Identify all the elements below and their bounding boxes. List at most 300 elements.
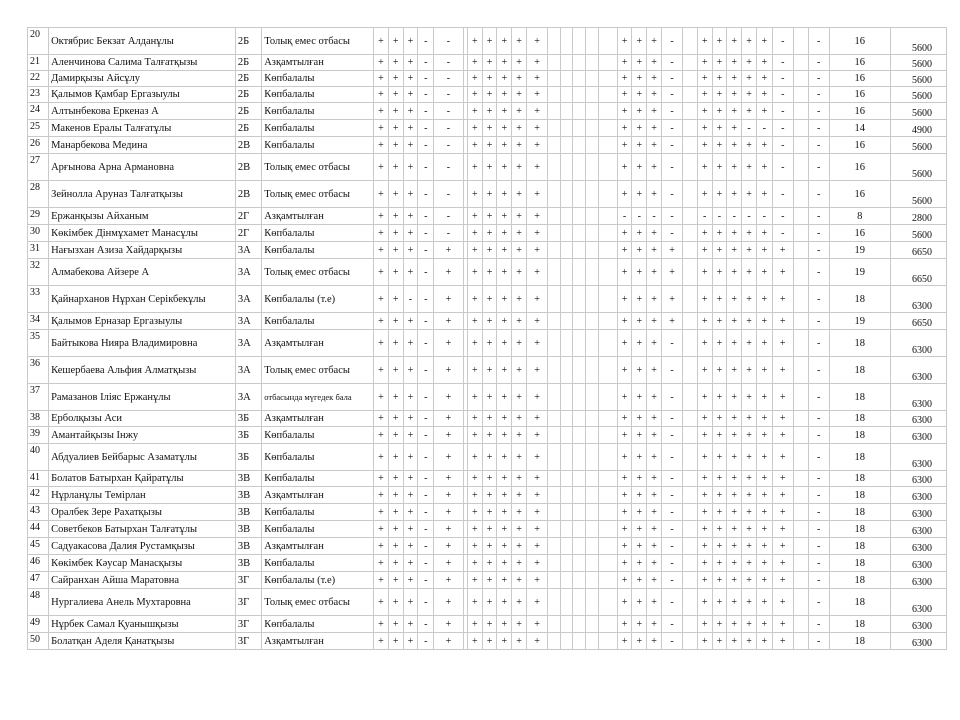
- category-cell: Көпбалалы: [262, 137, 374, 154]
- class-cell: 3Б: [235, 444, 261, 471]
- mark-cell: +: [712, 411, 727, 427]
- mark-cell: +: [388, 154, 403, 181]
- mark-cell: +: [467, 357, 482, 384]
- mark-cell: -: [418, 154, 434, 181]
- mark-cell: -: [808, 28, 829, 55]
- mark-cell: +: [756, 589, 772, 616]
- mark-cell: [598, 411, 617, 427]
- mark-cell: +: [697, 120, 712, 137]
- mark-cell: +: [512, 137, 527, 154]
- student-name: Ерболқызы Аси: [49, 411, 236, 427]
- mark-cell: [793, 521, 808, 538]
- mark-cell: -: [418, 384, 434, 411]
- mark-cell: [548, 330, 561, 357]
- mark-cell: -: [697, 208, 712, 225]
- mark-cell: [683, 313, 698, 330]
- table-row: [28, 313, 947, 330]
- total-cell: 16: [829, 87, 890, 103]
- mark-cell: +: [526, 259, 547, 286]
- mark-cell: -: [808, 538, 829, 555]
- mark-cell: +: [497, 589, 512, 616]
- student-name: Болатов Батырхан Қайратұлы: [49, 471, 236, 487]
- mark-cell: [598, 242, 617, 259]
- mark-cell: +: [727, 616, 742, 633]
- mark-cell: +: [434, 487, 464, 504]
- mark-cell: +: [434, 504, 464, 521]
- mark-cell: +: [617, 103, 632, 120]
- mark-cell: +: [772, 313, 793, 330]
- mark-cell: -: [434, 103, 464, 120]
- class-cell: 3В: [235, 504, 261, 521]
- mark-cell: +: [482, 633, 497, 650]
- row-number: 35: [28, 330, 49, 357]
- mark-cell: +: [467, 384, 482, 411]
- mark-cell: +: [647, 555, 662, 572]
- mark-cell: +: [756, 471, 772, 487]
- mark-cell: +: [403, 208, 418, 225]
- mark-cell: [560, 357, 573, 384]
- row-number: 30: [28, 225, 49, 242]
- mark-cell: -: [647, 208, 662, 225]
- mark-cell: -: [808, 572, 829, 589]
- mark-cell: +: [482, 427, 497, 444]
- mark-cell: +: [497, 120, 512, 137]
- mark-cell: +: [756, 71, 772, 87]
- mark-cell: [793, 427, 808, 444]
- mark-cell: +: [756, 28, 772, 55]
- mark-cell: [548, 71, 561, 87]
- mark-cell: [548, 521, 561, 538]
- mark-cell: +: [526, 504, 547, 521]
- mark-cell: [560, 242, 573, 259]
- mark-cell: -: [418, 427, 434, 444]
- mark-cell: +: [512, 521, 527, 538]
- mark-cell: [573, 504, 586, 521]
- mark-cell: +: [388, 521, 403, 538]
- mark-cell: -: [418, 444, 434, 471]
- total-cell: 18: [829, 384, 890, 411]
- row-number: 34: [28, 313, 49, 330]
- mark-cell: +: [772, 555, 793, 572]
- mark-cell: +: [512, 71, 527, 87]
- class-cell: 3Г: [235, 616, 261, 633]
- mark-cell: +: [512, 504, 527, 521]
- mark-cell: -: [434, 55, 464, 71]
- mark-cell: [573, 521, 586, 538]
- mark-cell: +: [388, 259, 403, 286]
- mark-cell: +: [632, 444, 647, 471]
- table-row: [28, 103, 947, 120]
- mark-cell: +: [712, 330, 727, 357]
- row-number: 33: [28, 286, 49, 313]
- mark-cell: [573, 384, 586, 411]
- mark-cell: +: [512, 154, 527, 181]
- mark-cell: -: [808, 330, 829, 357]
- mark-cell: [598, 120, 617, 137]
- mark-cell: [598, 181, 617, 208]
- mark-cell: +: [727, 55, 742, 71]
- mark-cell: +: [756, 87, 772, 103]
- mark-cell: [560, 633, 573, 650]
- mark-cell: -: [418, 71, 434, 87]
- mark-cell: +: [497, 616, 512, 633]
- mark-cell: [573, 208, 586, 225]
- mark-cell: +: [403, 28, 418, 55]
- mark-cell: -: [808, 313, 829, 330]
- mark-cell: [683, 589, 698, 616]
- mark-cell: -: [661, 487, 682, 504]
- table-row: [28, 487, 947, 504]
- mark-cell: [548, 181, 561, 208]
- mark-cell: [548, 259, 561, 286]
- mark-cell: -: [808, 87, 829, 103]
- mark-cell: +: [526, 633, 547, 650]
- mark-cell: +: [712, 633, 727, 650]
- mark-cell: [586, 572, 599, 589]
- mark-cell: +: [756, 357, 772, 384]
- category-cell: Көпбалалы (т.е): [262, 572, 374, 589]
- mark-cell: +: [497, 555, 512, 572]
- mark-cell: +: [617, 225, 632, 242]
- mark-cell: -: [434, 87, 464, 103]
- mark-cell: [793, 55, 808, 71]
- mark-cell: -: [434, 120, 464, 137]
- amount-cell: 5600: [890, 28, 946, 55]
- amount-cell: 6300: [890, 286, 946, 313]
- mark-cell: +: [632, 555, 647, 572]
- mark-cell: +: [697, 71, 712, 87]
- mark-cell: +: [403, 616, 418, 633]
- mark-cell: +: [374, 242, 389, 259]
- mark-cell: +: [512, 471, 527, 487]
- mark-cell: -: [712, 208, 727, 225]
- mark-cell: +: [772, 487, 793, 504]
- mark-cell: [560, 384, 573, 411]
- mark-cell: -: [661, 572, 682, 589]
- mark-cell: +: [403, 384, 418, 411]
- mark-cell: +: [403, 313, 418, 330]
- mark-cell: +: [467, 487, 482, 504]
- mark-cell: +: [647, 120, 662, 137]
- mark-cell: +: [742, 286, 757, 313]
- mark-cell: +: [647, 313, 662, 330]
- mark-cell: +: [632, 103, 647, 120]
- mark-cell: -: [418, 137, 434, 154]
- mark-cell: +: [388, 633, 403, 650]
- mark-cell: +: [727, 504, 742, 521]
- mark-cell: +: [374, 208, 389, 225]
- mark-cell: +: [434, 471, 464, 487]
- mark-cell: +: [632, 55, 647, 71]
- mark-cell: +: [712, 487, 727, 504]
- amount-cell: 5600: [890, 154, 946, 181]
- mark-cell: [560, 137, 573, 154]
- mark-cell: +: [727, 87, 742, 103]
- category-cell: Азқамтылған: [262, 487, 374, 504]
- mark-cell: +: [467, 71, 482, 87]
- mark-cell: -: [661, 427, 682, 444]
- mark-cell: [548, 444, 561, 471]
- mark-cell: +: [742, 504, 757, 521]
- mark-cell: [598, 487, 617, 504]
- mark-cell: -: [418, 471, 434, 487]
- mark-cell: +: [497, 225, 512, 242]
- row-number: 38: [28, 411, 49, 427]
- mark-cell: +: [617, 589, 632, 616]
- mark-cell: +: [632, 330, 647, 357]
- mark-cell: [560, 427, 573, 444]
- student-name: Нұрбек Самал Қуанышқызы: [49, 616, 236, 633]
- mark-cell: [598, 504, 617, 521]
- mark-cell: +: [374, 87, 389, 103]
- mark-cell: [560, 521, 573, 538]
- mark-cell: +: [712, 225, 727, 242]
- mark-cell: +: [647, 330, 662, 357]
- mark-cell: +: [772, 242, 793, 259]
- table-row: [28, 259, 947, 286]
- mark-cell: [573, 330, 586, 357]
- category-cell: Көпбалалы: [262, 471, 374, 487]
- mark-cell: [793, 28, 808, 55]
- mark-cell: +: [617, 471, 632, 487]
- mark-cell: [793, 103, 808, 120]
- mark-cell: [548, 616, 561, 633]
- total-cell: 19: [829, 242, 890, 259]
- mark-cell: [683, 471, 698, 487]
- mark-cell: +: [374, 427, 389, 444]
- student-name: Алтынбекова Еркеназ А: [49, 103, 236, 120]
- mark-cell: +: [712, 87, 727, 103]
- row-number: 43: [28, 504, 49, 521]
- mark-cell: +: [712, 286, 727, 313]
- mark-cell: -: [661, 55, 682, 71]
- mark-cell: +: [712, 572, 727, 589]
- mark-cell: +: [661, 259, 682, 286]
- mark-cell: [793, 313, 808, 330]
- mark-cell: -: [418, 572, 434, 589]
- amount-cell: 6300: [890, 538, 946, 555]
- row-number: 48: [28, 589, 49, 616]
- mark-cell: +: [772, 330, 793, 357]
- category-cell: Азқамтылған: [262, 208, 374, 225]
- mark-cell: [793, 555, 808, 572]
- mark-cell: [573, 28, 586, 55]
- amount-cell: 6300: [890, 444, 946, 471]
- mark-cell: +: [526, 411, 547, 427]
- mark-cell: -: [418, 28, 434, 55]
- mark-cell: +: [632, 572, 647, 589]
- mark-cell: +: [374, 259, 389, 286]
- mark-cell: +: [526, 208, 547, 225]
- mark-cell: +: [497, 208, 512, 225]
- mark-cell: -: [418, 521, 434, 538]
- mark-cell: +: [512, 572, 527, 589]
- mark-cell: [586, 616, 599, 633]
- row-number: 23: [28, 87, 49, 103]
- mark-cell: [548, 504, 561, 521]
- student-name: Нұрланұлы Темірлан: [49, 487, 236, 504]
- mark-cell: +: [727, 242, 742, 259]
- mark-cell: +: [647, 154, 662, 181]
- mark-cell: +: [727, 538, 742, 555]
- mark-cell: [793, 242, 808, 259]
- mark-cell: [683, 555, 698, 572]
- amount-cell: 6300: [890, 330, 946, 357]
- mark-cell: [598, 208, 617, 225]
- mark-cell: [560, 103, 573, 120]
- category-cell: Азқамтылған: [262, 55, 374, 71]
- mark-cell: +: [617, 616, 632, 633]
- mark-cell: [793, 71, 808, 87]
- mark-cell: [548, 103, 561, 120]
- mark-cell: +: [388, 137, 403, 154]
- mark-cell: +: [482, 444, 497, 471]
- mark-cell: +: [647, 538, 662, 555]
- mark-cell: +: [742, 633, 757, 650]
- class-cell: 2Б: [235, 120, 261, 137]
- mark-cell: -: [742, 208, 757, 225]
- mark-cell: -: [661, 137, 682, 154]
- table-row: [28, 120, 947, 137]
- mark-cell: +: [742, 87, 757, 103]
- mark-cell: +: [497, 357, 512, 384]
- mark-cell: [548, 633, 561, 650]
- mark-cell: +: [647, 71, 662, 87]
- mark-cell: +: [482, 572, 497, 589]
- mark-cell: +: [617, 555, 632, 572]
- mark-cell: +: [772, 259, 793, 286]
- mark-cell: +: [374, 487, 389, 504]
- mark-cell: +: [388, 504, 403, 521]
- class-cell: 3В: [235, 487, 261, 504]
- mark-cell: +: [617, 411, 632, 427]
- mark-cell: +: [742, 225, 757, 242]
- mark-cell: +: [617, 87, 632, 103]
- mark-cell: [548, 589, 561, 616]
- mark-cell: +: [756, 538, 772, 555]
- mark-cell: +: [467, 120, 482, 137]
- mark-cell: +: [617, 538, 632, 555]
- mark-cell: +: [482, 555, 497, 572]
- mark-cell: -: [418, 313, 434, 330]
- mark-cell: +: [388, 120, 403, 137]
- mark-cell: +: [434, 572, 464, 589]
- mark-cell: +: [403, 87, 418, 103]
- mark-cell: +: [434, 589, 464, 616]
- amount-cell: 6300: [890, 555, 946, 572]
- category-cell: Көпбалалы: [262, 616, 374, 633]
- mark-cell: +: [374, 120, 389, 137]
- mark-cell: +: [697, 411, 712, 427]
- mark-cell: -: [661, 633, 682, 650]
- mark-cell: [598, 71, 617, 87]
- mark-cell: +: [467, 286, 482, 313]
- mark-cell: -: [418, 225, 434, 242]
- mark-cell: +: [388, 357, 403, 384]
- mark-cell: +: [727, 633, 742, 650]
- amount-cell: 6300: [890, 572, 946, 589]
- mark-cell: +: [388, 538, 403, 555]
- table-row: [28, 208, 947, 225]
- mark-cell: [548, 137, 561, 154]
- mark-cell: -: [418, 242, 434, 259]
- mark-cell: +: [403, 555, 418, 572]
- row-number: 21: [28, 55, 49, 71]
- mark-cell: [573, 154, 586, 181]
- row-number: 49: [28, 616, 49, 633]
- mark-cell: +: [727, 103, 742, 120]
- row-number: 26: [28, 137, 49, 154]
- mark-cell: -: [808, 589, 829, 616]
- mark-cell: [586, 71, 599, 87]
- mark-cell: [683, 633, 698, 650]
- total-cell: 18: [829, 427, 890, 444]
- mark-cell: [586, 504, 599, 521]
- mark-cell: +: [467, 504, 482, 521]
- mark-cell: [573, 103, 586, 120]
- mark-cell: +: [697, 504, 712, 521]
- mark-cell: [548, 538, 561, 555]
- mark-cell: -: [772, 137, 793, 154]
- mark-cell: [683, 616, 698, 633]
- class-cell: 3А: [235, 286, 261, 313]
- category-cell: Көпбалалы: [262, 427, 374, 444]
- amount-cell: 6300: [890, 471, 946, 487]
- total-cell: 18: [829, 504, 890, 521]
- mark-cell: +: [374, 330, 389, 357]
- category-cell: Толық емес отбасы: [262, 589, 374, 616]
- mark-cell: +: [647, 55, 662, 71]
- mark-cell: +: [647, 259, 662, 286]
- mark-cell: -: [808, 259, 829, 286]
- mark-cell: +: [632, 504, 647, 521]
- mark-cell: +: [617, 487, 632, 504]
- mark-cell: +: [742, 55, 757, 71]
- mark-cell: [586, 225, 599, 242]
- mark-cell: +: [617, 444, 632, 471]
- mark-cell: -: [661, 384, 682, 411]
- mark-cell: +: [756, 330, 772, 357]
- mark-cell: -: [434, 28, 464, 55]
- student-name: Зейнолла Аруназ Талғатқызы: [49, 181, 236, 208]
- mark-cell: +: [388, 616, 403, 633]
- mark-cell: [793, 259, 808, 286]
- amount-cell: 6300: [890, 384, 946, 411]
- mark-cell: +: [647, 181, 662, 208]
- mark-cell: +: [647, 589, 662, 616]
- mark-cell: -: [418, 504, 434, 521]
- mark-cell: -: [772, 120, 793, 137]
- table-row: [28, 330, 947, 357]
- mark-cell: +: [712, 427, 727, 444]
- table-row: [28, 55, 947, 71]
- mark-cell: -: [808, 242, 829, 259]
- mark-cell: +: [727, 555, 742, 572]
- mark-cell: +: [526, 589, 547, 616]
- mark-cell: +: [388, 286, 403, 313]
- table-row: [28, 286, 947, 313]
- mark-cell: [586, 242, 599, 259]
- mark-cell: +: [742, 471, 757, 487]
- mark-cell: -: [727, 208, 742, 225]
- mark-cell: -: [808, 137, 829, 154]
- mark-cell: +: [374, 357, 389, 384]
- mark-cell: [793, 616, 808, 633]
- mark-cell: [560, 313, 573, 330]
- mark-cell: +: [697, 444, 712, 471]
- mark-cell: +: [497, 242, 512, 259]
- mark-cell: +: [772, 521, 793, 538]
